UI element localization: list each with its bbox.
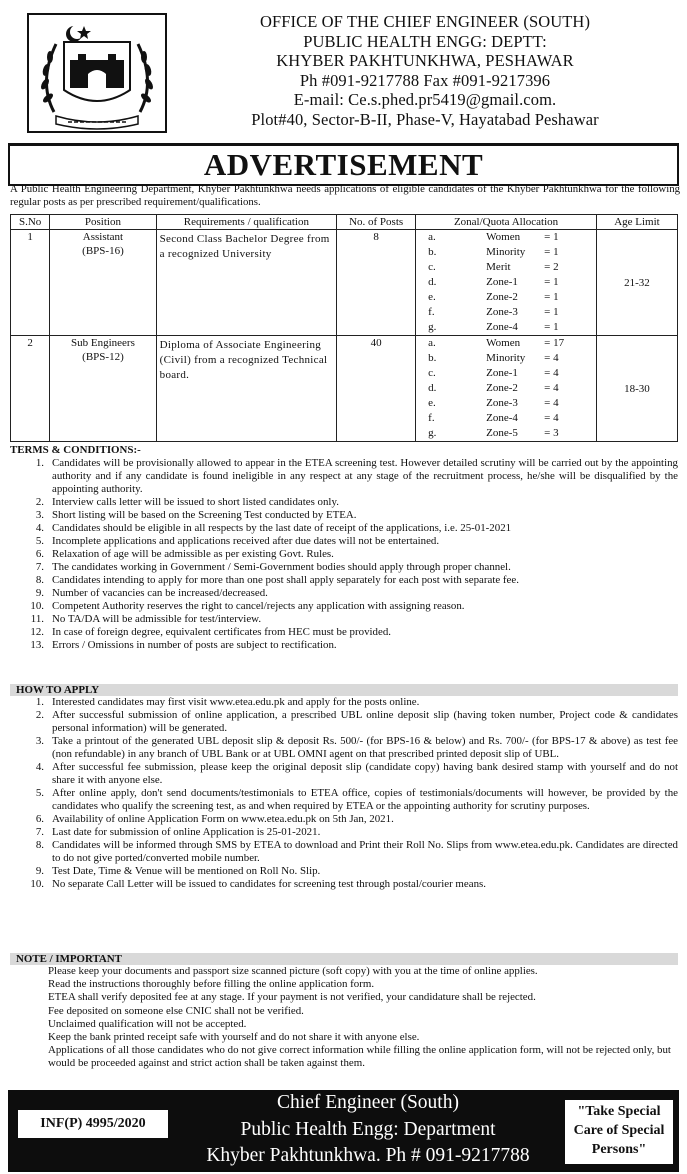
position-name: Sub Engineers	[71, 337, 135, 349]
note-item: ETEA shall verify deposited fee at any stage. If your payment is not verified, your candidature shall be rejected.	[48, 991, 536, 1004]
zone-item	[416, 381, 596, 396]
zone-item	[416, 366, 596, 381]
requirement-text: Diploma of Associate Engineering (Civil) from a recognized Technical board.	[159, 339, 328, 381]
zone-count: = 1	[544, 306, 559, 318]
terms-item	[10, 626, 678, 639]
col-header-posts: No. of Posts	[337, 215, 416, 230]
list-item-number: 10.	[30, 600, 44, 612]
zone-letter: c.	[428, 261, 436, 273]
zone-letter: d.	[428, 382, 437, 394]
note-item: Keep the bank printed receipt safe with yourself and do not share it with anyone else.	[48, 1031, 420, 1044]
zone-name: Women	[486, 231, 521, 243]
zone-name: Zone-1	[486, 367, 518, 379]
zone-count: = 1	[544, 321, 559, 333]
banner-title: ADVERTISEMENT	[203, 147, 484, 182]
position-bps: (BPS-12)	[82, 351, 124, 363]
row-position	[50, 336, 156, 442]
list-item-number: 10.	[30, 878, 44, 890]
list-item-text: Take a printout of the generated UBL deposit slip & deposit Rs. 500/- (for BPS-16 & below) and Rs. 700/- (for BPS-17 & above) as test fee (non refundable) in any branch of UBL Bank or at UBL OMNI agent on that prescribed printed deposit slip of UBL.	[52, 735, 678, 760]
zone-name: Zone-4	[486, 412, 518, 424]
zone-letter: d.	[428, 276, 437, 288]
zone-item	[416, 260, 596, 275]
list-item-text: Interested candidates may first visit www.etea.edu.pk and apply for the posts online.	[52, 696, 420, 708]
zone-count: = 3	[544, 427, 559, 439]
notes-list	[10, 965, 678, 1071]
list-item-number: 11.	[30, 613, 44, 625]
office-title: OFFICE OF THE CHIEF ENGINEER (SOUTH)	[259, 12, 591, 31]
zone-letter: b.	[428, 352, 437, 364]
terms-item	[10, 548, 678, 561]
table-row	[11, 230, 678, 336]
advertisement-banner	[8, 143, 679, 186]
zone-count: = 4	[544, 412, 559, 424]
zone-item	[416, 336, 596, 351]
list-item-number: 8.	[35, 839, 44, 851]
terms-item	[10, 587, 678, 600]
list-item-text: No TA/DA will be admissible for test/interview.	[52, 613, 262, 625]
how-to-apply-item	[10, 865, 678, 878]
list-item-text: Candidates intending to apply for more than one post shall apply separately for each post with separate fee.	[52, 574, 519, 586]
note-item: Unclaimed qualification will not be accepted.	[48, 1017, 247, 1030]
zone-count: = 2	[544, 261, 559, 273]
row-posts: 8	[337, 230, 416, 336]
department-name: PUBLIC HEALTH ENGG: DEPTT:	[303, 31, 547, 51]
footer-line: Public Health Engg: Department	[240, 1118, 496, 1140]
table-row	[11, 336, 678, 442]
list-item-text: Candidates will be informed through SMS by ETEA to download and Print their Roll No. Slips from www.etea.edu.pk. Candidates are directed to do not give ported/converted mobile number.	[52, 839, 678, 864]
list-item-number: 2.	[35, 709, 44, 721]
zone-letter: f.	[428, 306, 435, 318]
row-requirement	[156, 336, 336, 442]
col-header-requirements: Requirements / qualification	[156, 215, 336, 230]
zone-name: Minority	[486, 246, 526, 258]
how-to-apply-item	[10, 696, 678, 709]
zone-name: Merit	[486, 261, 511, 273]
zone-item	[416, 396, 596, 411]
list-item-text: After online apply, don't send documents/testimonials to ETEA office, copies of testimonials/documents will however, be provided by the candidates who qualify the screening test, as and when required by ETEA or the appointing authority for scrutiny purposes.	[52, 787, 678, 812]
how-to-apply-item	[10, 839, 678, 865]
position-bps: (BPS-16)	[82, 245, 124, 257]
list-item-number: 1.	[35, 696, 44, 708]
zone-name: Zone-2	[486, 291, 518, 303]
zone-letter: a.	[428, 231, 436, 243]
zone-name: Women	[486, 337, 521, 349]
zone-letter: a.	[428, 337, 436, 349]
zone-name: Minority	[486, 352, 526, 364]
care-line: "Take Special	[577, 1104, 661, 1119]
list-item-number: 7.	[35, 826, 44, 838]
how-to-apply-item	[10, 878, 678, 891]
row-age-limit: 18-30	[596, 336, 677, 442]
terms-item	[10, 561, 678, 574]
how-to-apply-item	[10, 735, 678, 761]
list-item-text: Competent Authority reserves the right to cancel/rejects any application with assigning reason.	[52, 600, 465, 612]
zone-name: Zone-1	[486, 276, 518, 288]
zone-name: Zone-2	[486, 382, 518, 394]
zone-letter: f.	[428, 412, 435, 424]
care-line: Care of Special	[573, 1123, 665, 1138]
postal-address: Plot#40, Sector-B-II, Phase-V, Hayatabad Peshawar	[251, 109, 599, 129]
col-header-age: Age Limit	[596, 215, 677, 230]
row-sno: 2	[11, 336, 50, 442]
footer-line: Chief Engineer (South)	[277, 1092, 459, 1113]
note-item: Fee deposited on someone else CNIC shall not be verified.	[48, 1004, 304, 1017]
list-item-number: 6.	[35, 548, 44, 560]
list-item-number: 1.	[35, 457, 44, 469]
list-item-number: 6.	[35, 813, 44, 825]
list-item-number: 13.	[30, 639, 44, 651]
zone-count: = 4	[544, 382, 559, 394]
terms-item	[10, 574, 678, 587]
note-item: Applications of all those candidates who do not give correct information while filling the online application form, will not be rejected only, but would be proceeded against and strict action shall be taken against them.	[48, 1044, 671, 1070]
zone-letter: e.	[428, 291, 436, 303]
position-name: Assistant	[82, 231, 124, 243]
intro-paragraph: A Public Health Engineering Department, Khyber Pakhtunkhwa needs applications of eligible candidates of the Khyber Pakhtunkhwa for the following regular posts as per prescribed requirement/qualifications.	[10, 183, 680, 208]
terms-item	[10, 522, 678, 535]
zone-count: = 4	[544, 367, 559, 379]
zone-name: Zone-4	[486, 321, 518, 333]
how-to-apply-list	[10, 696, 678, 891]
notes-heading: NOTE / IMPORTANT	[10, 953, 678, 965]
care-line: Persons"	[591, 1142, 647, 1157]
how-to-apply-heading: HOW TO APPLY	[10, 684, 678, 696]
zone-item	[416, 275, 596, 290]
note-item: Please keep your documents and passport size scanned picture (soft copy) with you at the time of online applies.	[48, 965, 538, 977]
zone-item	[416, 245, 596, 260]
how-to-apply-item	[10, 826, 678, 839]
province-city: KHYBER PAKHTUNKHWA, PESHAWAR	[276, 51, 574, 70]
row-position	[50, 230, 156, 336]
zone-count: = 1	[544, 276, 559, 288]
requirement-text: Second Class Bachelor Degree from a recognized University	[159, 233, 330, 260]
list-item-text: After successful fee submission, please keep the original deposit slip (candidate copy) having bank desired stamp with yourself and do not share it with anyone else.	[52, 761, 678, 786]
list-item-number: 7.	[35, 561, 44, 573]
col-header-zonal: Zonal/Quota Allocation	[416, 215, 597, 230]
zone-item	[416, 411, 596, 426]
col-header-position: Position	[50, 215, 156, 230]
list-item-number: 4.	[35, 522, 44, 534]
kp-govt-emblem-icon	[26, 12, 168, 134]
list-item-number: 3.	[35, 509, 44, 521]
office-address-block	[175, 12, 675, 129]
footer-line: Khyber Pakhtunkhwa. Ph # 091-9217788	[206, 1145, 530, 1166]
special-persons-note	[565, 1100, 673, 1164]
terms-section	[10, 444, 678, 652]
zone-letter: g.	[428, 321, 437, 333]
zone-item	[416, 351, 596, 366]
zone-letter: e.	[428, 397, 436, 409]
list-item-number: 5.	[35, 535, 44, 547]
zone-count: = 17	[544, 337, 565, 349]
posts-table	[10, 214, 678, 442]
zone-item	[416, 230, 596, 245]
list-item-text: Errors / Omissions in number of posts are subject to rectification.	[52, 639, 337, 651]
zone-name: Zone-3	[486, 397, 518, 409]
office-header	[0, 0, 687, 140]
row-sno: 1	[11, 230, 50, 336]
zone-letter: g.	[428, 427, 437, 439]
list-item-text: No separate Call Letter will be issued to candidates for screening test through postal/courier means.	[52, 878, 486, 890]
list-item-text: Test Date, Time & Venue will be mentioned on Roll No. Slip.	[52, 865, 321, 877]
row-requirement	[156, 230, 336, 336]
list-item-number: 2.	[35, 496, 44, 508]
list-item-text: Number of vacancies can be increased/decreased.	[52, 587, 268, 599]
list-item-text: Relaxation of age will be admissible as per existing Govt. Rules.	[52, 548, 334, 560]
row-zonal-allocation	[416, 336, 597, 442]
list-item-number: 4.	[35, 761, 44, 773]
zone-letter: c.	[428, 367, 436, 379]
terms-item	[10, 613, 678, 626]
terms-item	[10, 457, 678, 496]
list-item-number: 5.	[35, 787, 44, 799]
zone-letter: b.	[428, 246, 437, 258]
list-item-number: 3.	[35, 735, 44, 747]
how-to-apply-item	[10, 761, 678, 787]
row-posts: 40	[337, 336, 416, 442]
terms-item	[10, 639, 678, 652]
zone-name: Zone-5	[486, 427, 518, 439]
zone-count: = 4	[544, 352, 559, 364]
list-item-text: The candidates working in Government / Semi-Government bodies should apply through proper channel.	[52, 561, 511, 573]
list-item-text: Short listing will be based on the Screening Test conducted by ETEA.	[52, 509, 357, 521]
zone-count: = 1	[544, 246, 559, 258]
table-header-row	[11, 215, 678, 230]
row-zonal-allocation	[416, 230, 597, 336]
terms-list	[10, 457, 678, 652]
zone-count: = 1	[544, 231, 559, 243]
list-item-text: Incomplete applications and applications received after due dates will not be entertained.	[52, 535, 440, 547]
how-to-apply-item	[10, 709, 678, 735]
list-item-number: 9.	[35, 865, 44, 877]
col-header-sno: S.No	[11, 215, 50, 230]
how-to-apply-item	[10, 813, 678, 826]
note-item: Read the instructions thoroughly before filling the online application form.	[48, 978, 375, 991]
terms-heading: TERMS & CONDITIONS:-	[10, 444, 141, 456]
list-item-text: Candidates should be eligible in all respects by the last date of receipt of the applications, i.e. 25-01-2021	[52, 522, 512, 534]
inf-number: INF(P) 4995/2020	[18, 1110, 168, 1138]
terms-item	[10, 535, 678, 548]
zone-item	[416, 290, 596, 305]
list-item-text: In case of foreign degree, equivalent certificates from HEC must be provided.	[52, 626, 391, 638]
list-item-number: 9.	[35, 587, 44, 599]
terms-item	[10, 496, 678, 509]
zone-count: = 1	[544, 291, 559, 303]
list-item-text: Last date for submission of online Application is 25-01-2021.	[52, 826, 321, 838]
row-age-limit: 21-32	[596, 230, 677, 336]
zone-item	[416, 426, 596, 441]
list-item-text: Candidates will be provisionally allowed to appear in the ETEA screening test. However detailed scrutiny will be carried out by the appointing authority and if any candidate is found ineligible in any respect at any stage of the recruitment process, he/she will be disqualified by the appointing authority.	[52, 457, 678, 495]
list-item-number: 8.	[35, 574, 44, 586]
how-to-apply-section	[10, 684, 678, 891]
footer-bar	[8, 1090, 679, 1172]
list-item-text: Interview calls letter will be issued to short listed candidates only.	[52, 496, 339, 508]
zone-item	[416, 320, 596, 335]
terms-item	[10, 509, 678, 522]
terms-item	[10, 600, 678, 613]
zone-item	[416, 305, 596, 320]
notes-section	[10, 953, 678, 1071]
email-line: E-mail: Ce.s.phed.pr5419@gmail.com.	[293, 90, 557, 109]
footer-signatory	[178, 1090, 558, 1170]
phone-fax: Ph #091-9217788 Fax #091-9217396	[299, 70, 551, 90]
list-item-text: After successful submission of online application, a prescribed UBL online deposit slip (having token number, Project code & candidates personal information) will be generated.	[52, 709, 678, 734]
how-to-apply-item	[10, 787, 678, 813]
list-item-number: 12.	[30, 626, 44, 638]
zone-count: = 4	[544, 397, 559, 409]
zone-name: Zone-3	[486, 306, 518, 318]
list-item-text: Availability of online Application Form on www.etea.edu.pk on 5th Jan, 2021.	[52, 813, 394, 825]
